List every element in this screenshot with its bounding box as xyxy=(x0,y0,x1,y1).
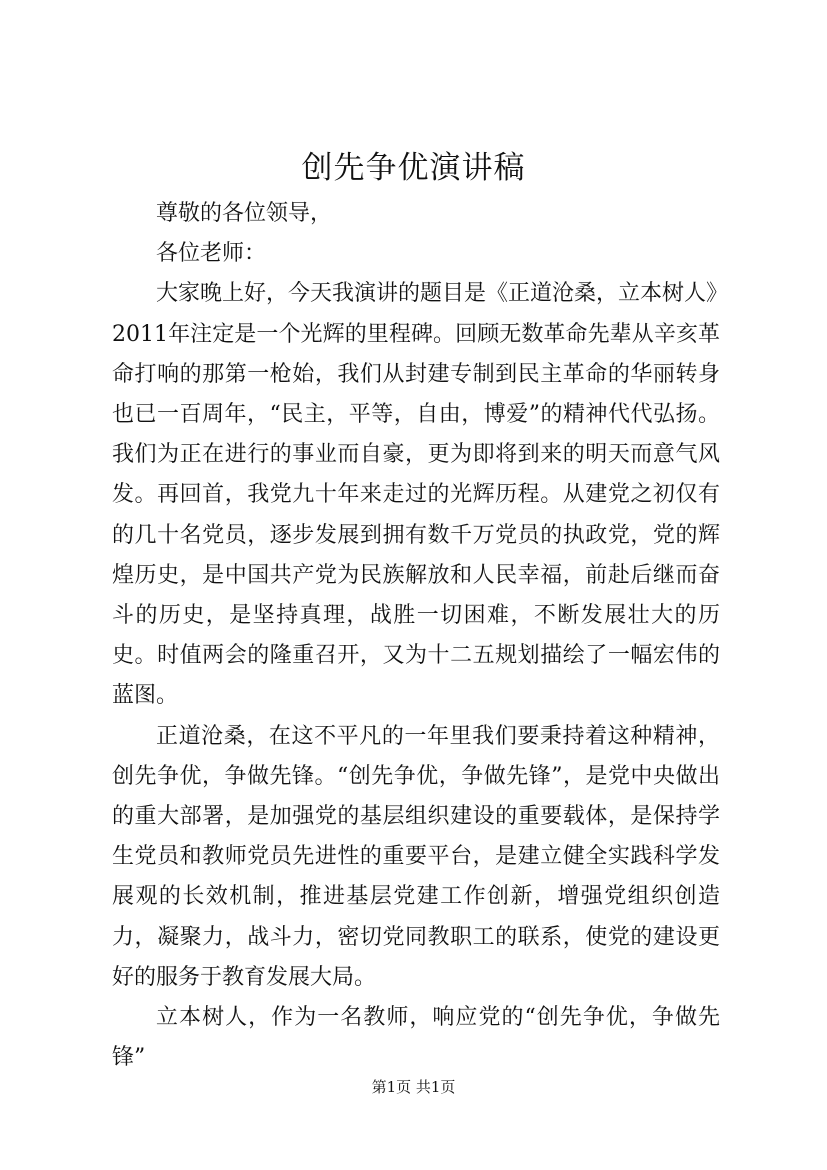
opening-paragraph: 大家晚上好，今天我演讲的题目是《正道沧桑，立本树人》 xyxy=(156,281,729,307)
salutation-paragraph: 各位老师： xyxy=(156,241,267,267)
body-paragraph: 立本树人，作为一名教师，响应党的“创先争优，争做先锋” xyxy=(112,1005,720,1071)
salutation-paragraph: 尊敬的各位领导， xyxy=(156,201,333,226)
body-paragraph: 正道沧桑，在这不平凡的一年里我们要秉持着这种精神，创先争优，争做先锋。“创先争优，争做先锋”，是党中央做出的重大部署，是加强党的基层组织建设的重要载体，是保持学生党员和教师党员先进性的重要平台，是建立健全实践科学发展观的长效机制，推进基层党建工作创新，增强党组织创造力，凝聚力，战斗力，密切党同教职工的联系，使党的建设更好的服务于教育发展大局。 xyxy=(112,723,720,990)
document-body xyxy=(112,194,729,1078)
body-paragraph: 2011年注定是一个光辉的里程碑。回顾无数革命先辈从辛亥革命打响的那第一枪始，我们从封建专制到民主革命的华丽转身也已一百周年，“民主，平等，自由，博爱”的精神代代弘扬。我们为正在进行的事业而自豪，更为即将到来的明天而意气风发。再回首，我党九十年来走过的光辉历程。从建党之初仅有的几十名党员，逐步发展到拥有数千万党员的执政党，党的辉煌历史，是中国共产党为民族解放和人民幸福，前赴后继而奋斗的历史，是坚持真理，战胜一切困难，不断发展壮大的历史。时值两会的隆重召开，又为十二五规划描绘了一幅宏伟的蓝图。 xyxy=(112,321,720,709)
document-title: 创先争优演讲稿 xyxy=(301,150,526,186)
page-number-footer: 第1页 共1页 xyxy=(371,1078,456,1096)
